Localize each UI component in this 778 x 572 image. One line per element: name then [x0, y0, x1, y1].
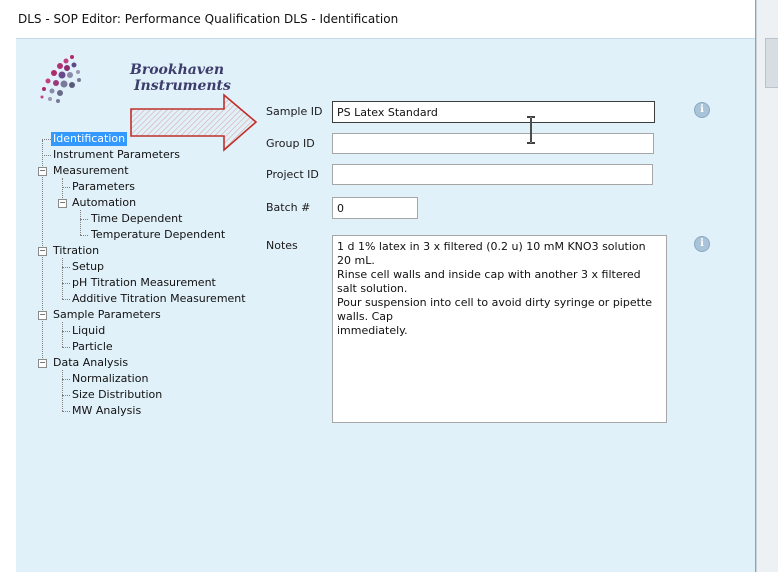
tree-item-identification[interactable]: Identification — [53, 132, 126, 145]
tree-item-automation[interactable]: Automation — [72, 196, 137, 209]
navigation-tree — [0, 0, 250, 572]
tree-branch — [62, 347, 70, 348]
project-id-input[interactable] — [332, 164, 653, 185]
collapse-automation-icon[interactable]: − — [59, 198, 66, 207]
tree-branch — [62, 395, 70, 396]
tree-guide-line — [80, 210, 81, 235]
tree-item-setup[interactable]: Setup — [72, 260, 105, 273]
tree-branch — [62, 283, 70, 284]
tree-branch — [80, 219, 88, 220]
collapse-titration-icon[interactable]: − — [39, 246, 46, 255]
tree-item-particle[interactable]: Particle — [72, 340, 113, 353]
tree-item-ph-titration[interactable]: pH Titration Measurement — [72, 276, 216, 289]
tree-item-mw-analysis[interactable]: MW Analysis — [72, 404, 142, 417]
tree-branch — [62, 411, 70, 412]
tree-branch — [42, 155, 51, 156]
sample-id-label: Sample ID — [266, 105, 323, 118]
tree-branch — [80, 235, 88, 236]
batch-input[interactable] — [332, 197, 418, 219]
background-window-right — [756, 0, 778, 572]
text-cursor-icon — [526, 116, 536, 144]
tree-guide-line — [62, 258, 63, 299]
tree-branch — [62, 331, 70, 332]
logo-text-brookhaven: Brookhaven — [130, 62, 225, 78]
tree-item-additive-titration[interactable]: Additive Titration Measurement — [72, 292, 246, 305]
tree-guide-line — [62, 322, 63, 347]
window-title: DLS - SOP Editor: Performance Qualification DLS - Identification — [18, 12, 399, 26]
tree-item-titration[interactable]: Titration — [53, 244, 100, 257]
notes-textarea[interactable]: 1 d 1% latex in 3 x filtered (0.2 u) 10 mM KNO3 solution 20 mL. Rinse cell walls and inside cap with another 3 x filtered salt solution. Pour suspension into cell to avoid dirty syringe or pipette walls. Cap immediately. — [332, 235, 667, 423]
tree-item-measurement-parameters[interactable]: Parameters — [72, 180, 135, 193]
tree-item-instrument-parameters[interactable]: Instrument Parameters — [53, 148, 180, 161]
notes-info-icon[interactable]: i — [694, 236, 710, 252]
tree-branch — [42, 139, 51, 140]
tree-branch — [62, 299, 70, 300]
tree-item-time-dependent[interactable]: Time Dependent — [91, 212, 183, 225]
tree-item-sample-parameters[interactable]: Sample Parameters — [53, 308, 161, 321]
notes-label: Notes — [266, 239, 298, 252]
tree-branch — [62, 267, 70, 268]
collapse-sample-parameters-icon[interactable]: − — [39, 310, 46, 319]
collapse-data-analysis-icon[interactable]: − — [39, 358, 46, 367]
annotation-arrow-icon — [128, 92, 260, 154]
tree-item-data-analysis[interactable]: Data Analysis — [53, 356, 129, 369]
tree-guide-line — [62, 370, 63, 411]
tree-item-liquid[interactable]: Liquid — [72, 324, 106, 337]
logo-text-instruments: Instruments — [134, 78, 231, 94]
tree-branch — [62, 379, 70, 380]
sample-id-info-icon[interactable]: i — [694, 102, 710, 118]
project-id-label: Project ID — [266, 168, 319, 181]
group-id-input[interactable] — [332, 133, 654, 154]
batch-label: Batch # — [266, 201, 311, 214]
tree-item-measurement[interactable]: Measurement — [53, 164, 129, 177]
tree-item-size-distribution[interactable]: Size Distribution — [72, 388, 163, 401]
background-scrollbar — [765, 38, 778, 88]
tree-item-temperature-dependent[interactable]: Temperature Dependent — [91, 228, 226, 241]
tree-branch — [62, 187, 70, 188]
collapse-measurement-icon[interactable]: − — [39, 166, 46, 175]
group-id-label: Group ID — [266, 137, 315, 150]
tree-item-normalization[interactable]: Normalization — [72, 372, 149, 385]
sample-id-input[interactable] — [332, 101, 655, 123]
